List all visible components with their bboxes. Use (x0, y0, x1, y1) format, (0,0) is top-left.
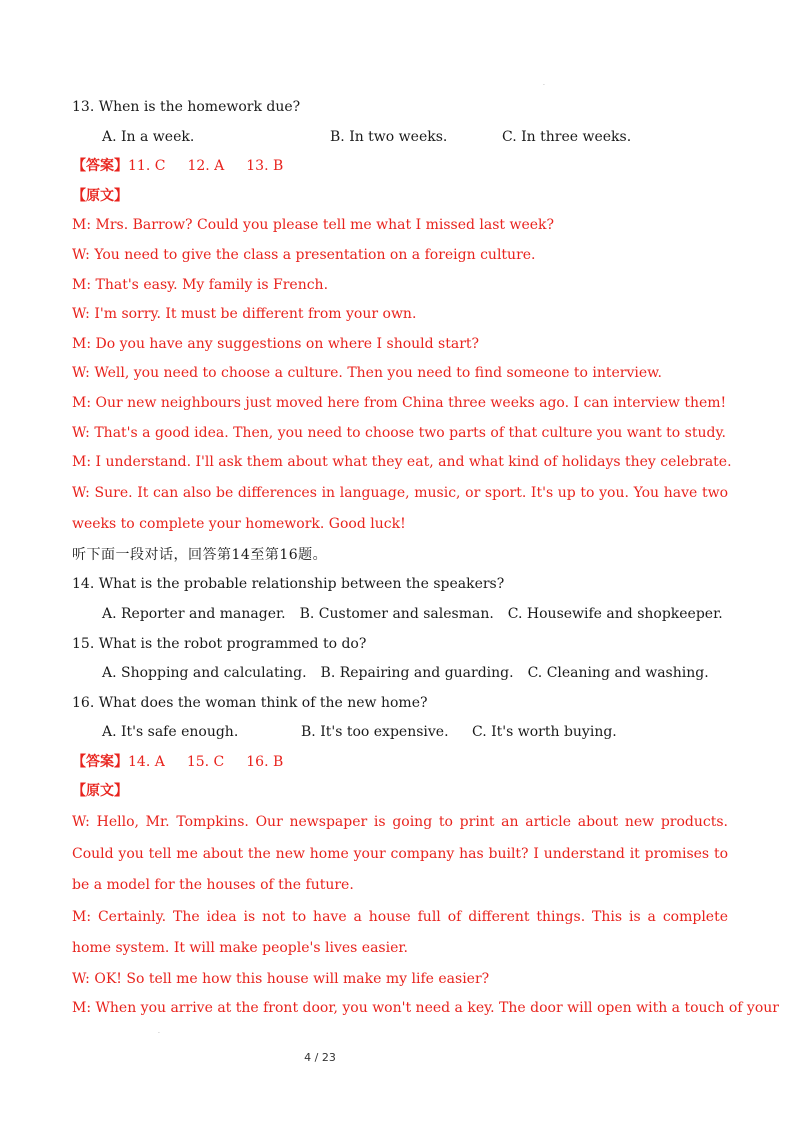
q14-option-b: B. Customer and salesman. (299, 605, 494, 622)
q15-option-b: B. Repairing and guarding. (320, 665, 514, 682)
answer-12: 12. A (187, 158, 225, 175)
dialogue2-line: M: When you arrive at the front door, you won't need a key. The door will open with a touch of your (72, 1000, 779, 1017)
answer-label: 【答案】 (72, 158, 128, 175)
dialogue1-line: W: That's a good idea. Then, you need to choose two parts of that culture you want to study. (72, 424, 726, 441)
section-intro: 听下面一段对话，回答第14至第16题。 (72, 546, 328, 563)
q14-option-c: C. Housewife and shopkeeper. (507, 605, 723, 622)
question-16-stem: 16. What does the woman think of the new home? (72, 694, 428, 711)
q14-option-a: A. Reporter and manager. (102, 605, 286, 622)
q16-option-a: A. It's safe enough. (102, 724, 239, 741)
q13-option-b: B. In two weeks. (330, 128, 448, 145)
dialogue1-line: M: That's easy. My family is French. (72, 276, 329, 293)
question-14-options (72, 600, 728, 630)
dialogue1-line: W: Sure. It can also be differences in language, music, or sport. It's up to you. You have two weeks to complete your homework. Good luck! (72, 484, 728, 533)
question-14-stem: 14. What is the probable relationship between the speakers? (72, 576, 505, 593)
q15-option-c: C. Cleaning and washing. (527, 665, 709, 682)
answer-16: 16. B (246, 753, 284, 770)
question-13-options (72, 123, 728, 153)
dialogue2-line: W: OK! So tell me how this house will make my life easier? (72, 970, 490, 987)
q13-option-c: C. In three weeks. (502, 128, 632, 145)
page-number: 4 / 23 (304, 1051, 336, 1064)
transcript-label: 【原文】 (72, 187, 128, 204)
dialogue1-line: M: Do you have any suggestions on where I should start? (72, 335, 480, 352)
question-16-options (72, 718, 728, 748)
answer-13: 13. B (246, 158, 284, 175)
dialogue1-line: W: You need to give the class a presentation on a foreign culture. (72, 246, 536, 263)
question-15-options (72, 659, 728, 689)
q16-option-c: C. It's worth buying. (472, 724, 617, 741)
page-content (72, 93, 779, 1024)
dialogue1-line: W: Well, you need to choose a culture. Then you need to find someone to interview. (72, 365, 662, 382)
dialogue2-line: W: Hello, Mr. Tompkins. Our newspaper is going to print an article about new products. Could you tell me about the new home your company has built? I understand it promises to be a model for the houses of the future. (72, 814, 728, 894)
question-15-stem: 15. What is the robot programmed to do? (72, 635, 367, 652)
dialogue1-line: M: I understand. I'll ask them about what they eat, and what kind of holidays they celebrate. (72, 454, 732, 471)
answer-11: 11. C (128, 158, 166, 175)
scan-dot: · (543, 82, 545, 89)
q16-option-b: B. It's too expensive. (301, 724, 449, 741)
answer-15: 15. C (186, 753, 225, 770)
answer-14: 14. A (128, 753, 165, 770)
question-13-stem: 13. When is the homework due? (72, 99, 301, 115)
dialogue1-line: W: I'm sorry. It must be different from your own. (72, 306, 417, 323)
answer-label: 【答案】 (72, 753, 128, 770)
transcript-label: 【原文】 (72, 783, 128, 800)
answers-11-13 (72, 152, 728, 182)
dialogue1-line: M: Our new neighbours just moved here from China three weeks ago. I can interview them! (72, 394, 727, 411)
q15-option-a: A. Shopping and calculating. (102, 665, 307, 682)
dialogue2-line: M: Certainly. The idea is not to have a house full of different things. This is a complete home system. It will make people's lives easier. (72, 908, 728, 957)
q13-option-a: A. In a week. (102, 128, 195, 145)
dialogue1-line: M: Mrs. Barrow? Could you please tell me what I missed last week? (72, 217, 555, 234)
scan-dot: · (158, 1030, 160, 1037)
answers-14-16 (72, 748, 728, 778)
